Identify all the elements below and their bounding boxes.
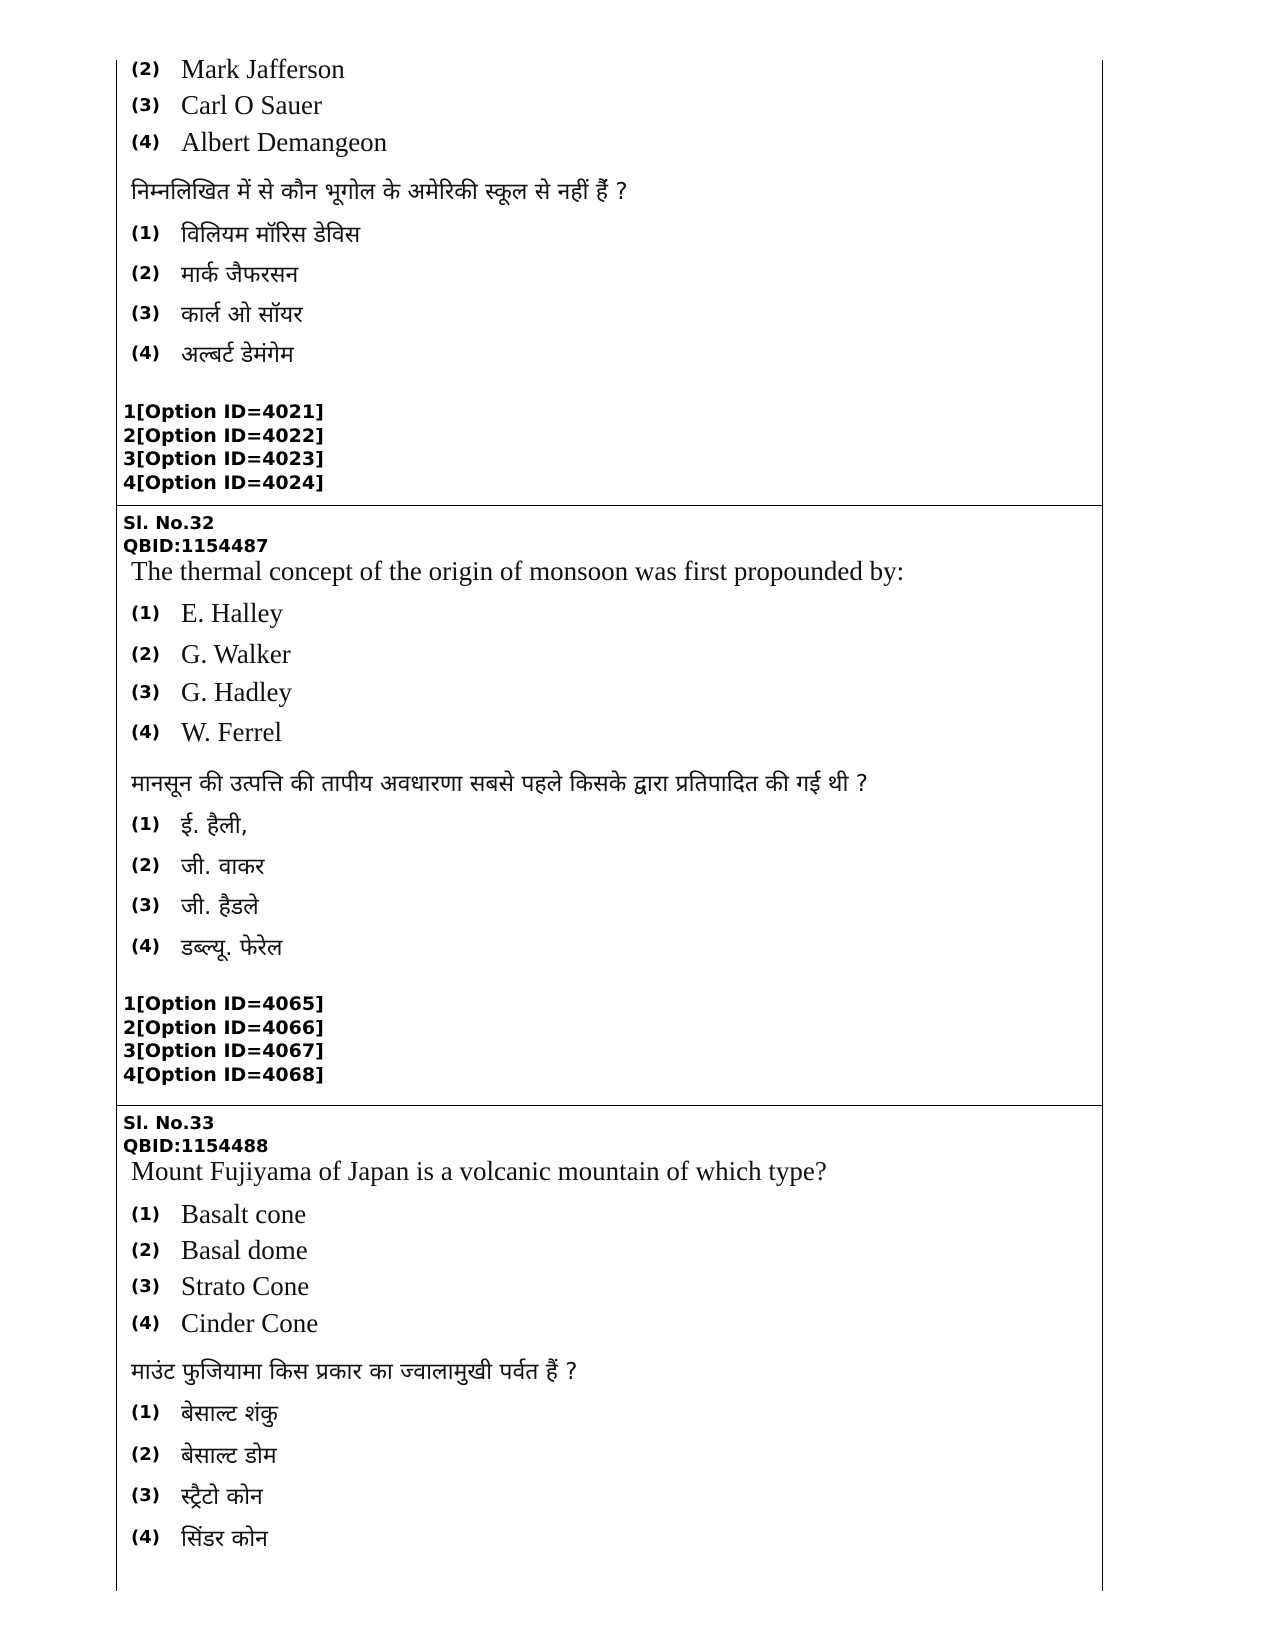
serial-number: Sl. No.32 [123, 513, 215, 534]
question-32-block [117, 505, 1102, 1105]
option-id: 4[Option ID=4068] [123, 1063, 324, 1086]
option-hi-1: (1) बेसाल्ट शंकु [131, 1401, 278, 1427]
option-id: 4[Option ID=4024] [123, 471, 324, 494]
question-text-hindi: निम्नलिखित में से कौन भूगोल के अमेरिकी स्कूल से नहीं हैंं ? [131, 179, 628, 205]
option-hi-4: (4) अल्बर्ट डेमंगेम [131, 342, 294, 368]
option-id: 2[Option ID=4066] [123, 1016, 324, 1039]
option-en-1: (1) E. Halley [131, 598, 283, 628]
option-en-1: (1) Basalt cone [131, 1199, 307, 1229]
option-hi-3: (3) जी. हैडले [131, 894, 259, 920]
option-hi-2: (2) मार्क जैफरसन [131, 262, 299, 288]
option-hi-1: (1) विलियम मॉरिस डेविस [131, 222, 361, 248]
question-33-block [117, 1105, 1102, 1591]
question-text-english: Mount Fujiyama of Japan is a volcanic mountain of which type? [131, 1156, 827, 1186]
option-en-4: (4) Cinder Cone [131, 1308, 319, 1338]
question-paper-frame [116, 54, 1103, 1591]
option-en-2: (2) Basal dome [131, 1235, 308, 1265]
option-id: 3[Option ID=4067] [123, 1040, 324, 1062]
qbid: QBID:1154487 [123, 536, 269, 557]
option-hi-2: (2) बेसाल्ट डोम [131, 1443, 277, 1469]
option-hi-4: (4) डब्ल्यू. फेरेल [131, 935, 283, 961]
option-en-3: (3) G. Hadley [131, 677, 292, 707]
option-hi-1: (1) ई. हैली, [131, 813, 248, 839]
question-31-block [117, 54, 1102, 505]
option-en-4: (4) W. Ferrel [131, 717, 282, 747]
option-hi-3: (3) कार्ल ओ सॉयर [131, 302, 303, 328]
option-en-4: (4) Albert Demangeon [131, 127, 388, 157]
option-en-3: (3) Strato Cone [131, 1271, 310, 1301]
question-text-hindi: मानसून की उत्पत्ति की तापीय अवधारणा सबसे पहले किसके द्वारा प्रतिपादित की गई थी ? [131, 771, 868, 797]
qbid: QBID:1154488 [123, 1136, 269, 1157]
question-text-hindi: माउंट फुजियामा किस प्रकार का ज्वालामुखी पर्वत हैं ? [131, 1359, 578, 1385]
option-hi-4: (4) सिंडर कोन [131, 1526, 268, 1552]
option-id: 2[Option ID=4022] [123, 424, 324, 447]
serial-number: Sl. No.33 [123, 1113, 215, 1134]
option-hi-3: (3) स्ट्रैटो कोन [131, 1484, 263, 1510]
option-hi-2: (2) जी. वाकर [131, 854, 265, 880]
option-id: 1[Option ID=4065] [123, 993, 324, 1015]
option-id: 3[Option ID=4023] [123, 448, 324, 470]
option-id-list [123, 401, 324, 495]
option-id: 1[Option ID=4021] [123, 401, 324, 423]
option-en-3: (3) Carl O Sauer [131, 90, 322, 120]
option-en-2: (2) Mark Jafferson [131, 54, 345, 84]
option-id-list [123, 993, 324, 1087]
option-en-2: (2) G. Walker [131, 639, 291, 669]
question-text-english: The thermal concept of the origin of monsoon was first propounded by: [131, 556, 905, 586]
